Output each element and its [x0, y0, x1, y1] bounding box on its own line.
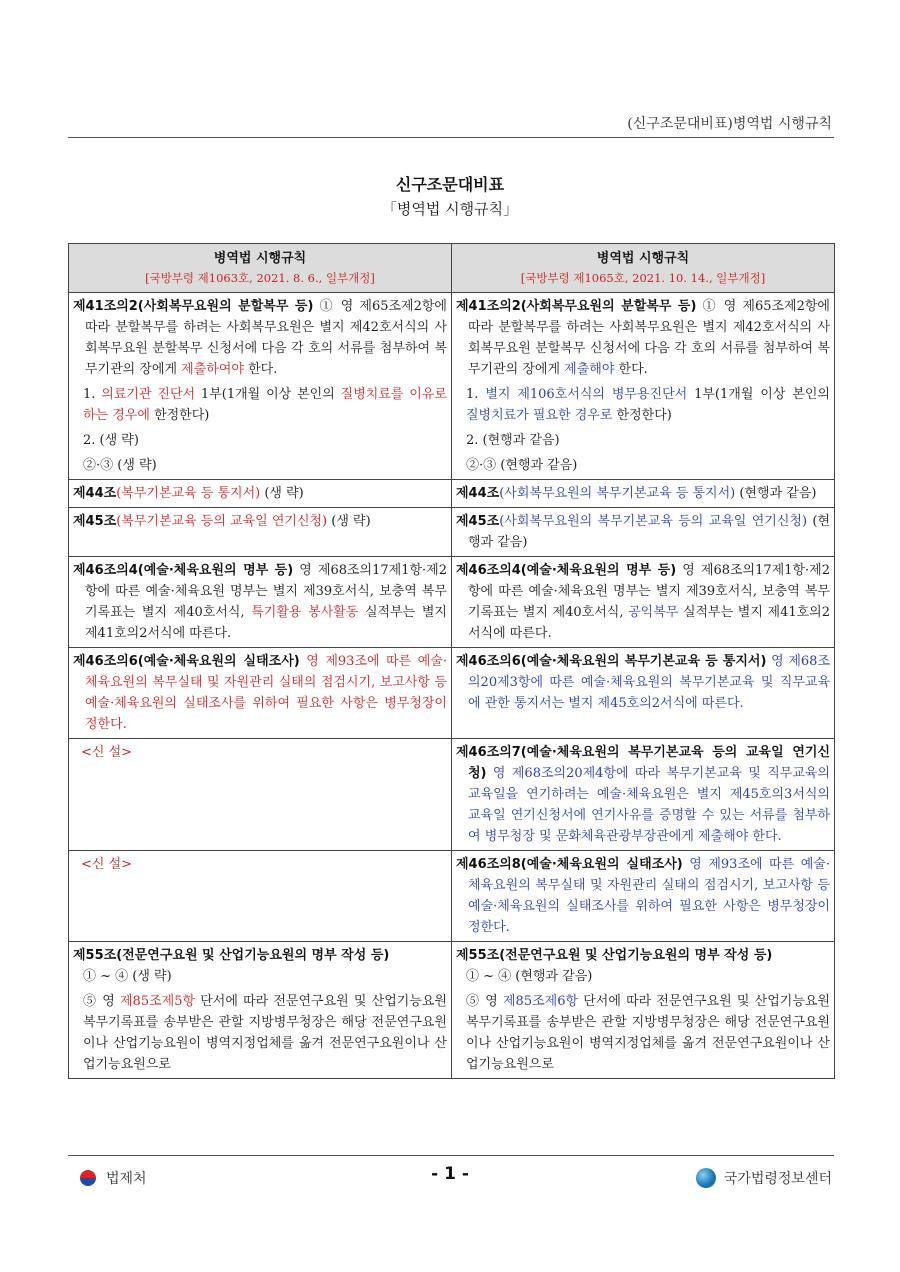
new-article-cell [452, 293, 835, 480]
table-header-row [69, 244, 835, 293]
new-article-cell [452, 739, 835, 851]
article-item: 2. (생 략) [83, 433, 139, 448]
old-law-name: 병역법 시행규칙 [213, 251, 307, 266]
article-item: ⑤ 영 제85조제5항 단서에 따라 전문연구요원 및 산업기능요원 복무기록표를 송부받은 관할 지방병무청장은 해당 전문연구요원이나 산업기능요원이 병역지정업체를 옮겨 전문연구요원이나 산업기능요원으로 [83, 994, 447, 1072]
article-text: 제55조(전문연구요원 및 산업기능요원의 명부 작성 등) [456, 948, 773, 963]
footer-agency: 법제처 [106, 1171, 147, 1187]
old-article-cell [69, 293, 452, 480]
table-row [69, 942, 835, 1079]
table-row [69, 508, 835, 557]
article-item: 1. 별지 제106호서식의 병무용진단서 1부(1개월 이상 본인의 질병치료가 필요한 경우로 한정한다) [466, 387, 830, 423]
footer-right [696, 1168, 832, 1188]
article-text: 제44조(복무기본교육 등 통지서) (생 략) [73, 486, 304, 501]
new-article-cell [452, 942, 835, 1079]
article-item: ⑤ 영 제85조제6항 단서에 따라 전문연구요원 및 산업기능요원 복무기록표를 송부받은 관할 지방병무청장은 해당 전문연구요원이나 산업기능요원이 병역지정업체를 옮겨 전문연구요원이나 산업기능요원으로 [466, 994, 830, 1072]
footer-divider [68, 1155, 834, 1156]
article-item: ① ~ ④ (생 략) [83, 969, 172, 984]
article-text: 제44조(사회복무요원의 복무기본교육 등 통지서) (현행과 같음) [456, 486, 817, 501]
new-article-cell [452, 557, 835, 648]
article-item: ②·③ (현행과 같음) [466, 458, 578, 473]
old-article-cell [69, 942, 452, 1079]
article-text: 제41조의2(사회복무요원의 분할복무 등) ① 영 제65조제2항에 따라 분할복무를 하려는 사회복무요원은 별지 제42호서식의 사회복무요원 분할복무 신청서에 다음 각 호의 서류를 첨부하여 복무기관의 장에게 제출하여야 한다. [73, 299, 447, 377]
article-text: 제46조의4(예술·체육요원의 명부 등) 영 제68조의17제1항·제2항에 따른 예술·체육요원 명부는 별지 제39호서식, 보충역 복무기록표는 별지 제40호서식, 특기활용 봉사활동 실적부는 별지 제41호의2서식에 따른다. [73, 563, 447, 641]
new-article-cell [452, 648, 835, 739]
comparison-table [68, 243, 835, 1079]
new-provision-marker: <신 설> [81, 857, 133, 872]
article-text: 제46조의6(예술·체육요원의 실태조사) 영 제93조에 따른 예술·체육요원의 복무실태 및 자원관리 실태의 점검시기, 보고사항 등 예술·체육요원의 실태조사를 위하여 필요한 사항은 병무청장이 정한다. [73, 654, 447, 732]
new-article-cell [452, 480, 835, 508]
article-text: 제46조의4(예술·체육요원의 명부 등) 영 제68조의17제1항·제2항에 따른 예술·체육요원 명부는 별지 제39호서식, 보충역 복무기록표는 별지 제40호서식, 공익복무 실적부는 별지 제41호의2서식에 따른다. [456, 563, 830, 641]
old-law-revision: [국방부령 제1063호, 2021. 8. 6., 일부개정] [145, 271, 375, 285]
old-article-cell [69, 508, 452, 557]
new-law-revision: [국방부령 제1065호, 2021. 10. 14., 일부개정] [520, 271, 766, 285]
old-article-cell [69, 648, 452, 739]
page-number: - 1 - [431, 1164, 469, 1184]
new-article-cell [452, 508, 835, 557]
article-text: 제46조의7(예술·체육요원의 복무기본교육 등의 교육일 연기신청) 영 제68조의20제4항에 따라 복무기본교육 및 직무교육의 교육일을 연기하려는 예술·체육요원은 별지 제45호의3서식의 교육일 연기신청서에 연기사유를 증명할 수 있는 서류를 첨부하여 병무청장 및 문화체육관광부장관에게 제출해야 한다. [456, 745, 830, 844]
old-article-cell [69, 480, 452, 508]
document-title: 신구조문대비표 [395, 175, 505, 194]
new-law-name: 병역법 시행규칙 [596, 251, 690, 266]
article-text: 제46조의6(예술·체육요원의 복무기본교육 등 통지서) 영 제68조의20제3항에 따른 예술·체육요원의 복무기본교육 및 직무교육에 관한 통지서는 별지 제45호의2서식에 따른다. [456, 654, 830, 711]
document-subtitle: 「병역법 시행규칙」 [381, 200, 519, 218]
table-row [69, 851, 835, 942]
new-provision-marker: <신 설> [81, 745, 133, 760]
article-item: ②·③ (생 략) [83, 458, 157, 473]
old-article-cell [69, 851, 452, 942]
article-text: 제55조(전문연구요원 및 산업기능요원의 명부 작성 등) [73, 948, 390, 963]
article-text: 제45조(복무기본교육 등의 교육일 연기신청) (생 략) [73, 514, 371, 529]
table-row [69, 293, 835, 480]
old-article-cell [69, 557, 452, 648]
running-header: (신구조문대비표)병역법 시행규칙 [627, 116, 832, 132]
article-text: 제45조(사회복무요원의 복무기본교육 등의 교육일 연기신청) (현행과 같음) [456, 514, 831, 550]
article-item: 2. (현행과 같음) [466, 433, 560, 448]
article-text: 제41조의2(사회복무요원의 분할복무 등) ① 영 제65조제2항에 따라 분할복무를 하려는 사회복무요원은 별지 제42호서식의 사회복무요원 분할복무 신청서에 다음 각 호의 서류를 첨부하여 복무기관의 장에게 제출해야 한다. [456, 299, 830, 377]
table-row [69, 557, 835, 648]
header-divider [68, 137, 834, 138]
table-row [69, 480, 835, 508]
article-text: 제46조의8(예술·체육요원의 실태조사) 영 제93조에 따른 예술·체육요원의 복무실태 및 자원관리 실태의 점검시기, 보고사항 등 예술·체육요원의 실태조사를 위하여 필요한 사항은 병무청장이 정한다. [456, 857, 830, 935]
globe-logo-icon [696, 1168, 716, 1188]
new-column-header [452, 244, 835, 293]
article-item: ① ~ ④ (현행과 같음) [466, 969, 593, 984]
new-article-cell [452, 851, 835, 942]
old-article-cell [69, 739, 452, 851]
article-item: 1. 의료기관 진단서 1부(1개월 이상 본인의 질병치료를 이유로 하는 경우에 한정한다) [83, 387, 447, 423]
table-row [69, 648, 835, 739]
table-row [69, 739, 835, 851]
old-column-header [69, 244, 452, 293]
footer-center-name: 국가법령정보센터 [723, 1171, 832, 1187]
